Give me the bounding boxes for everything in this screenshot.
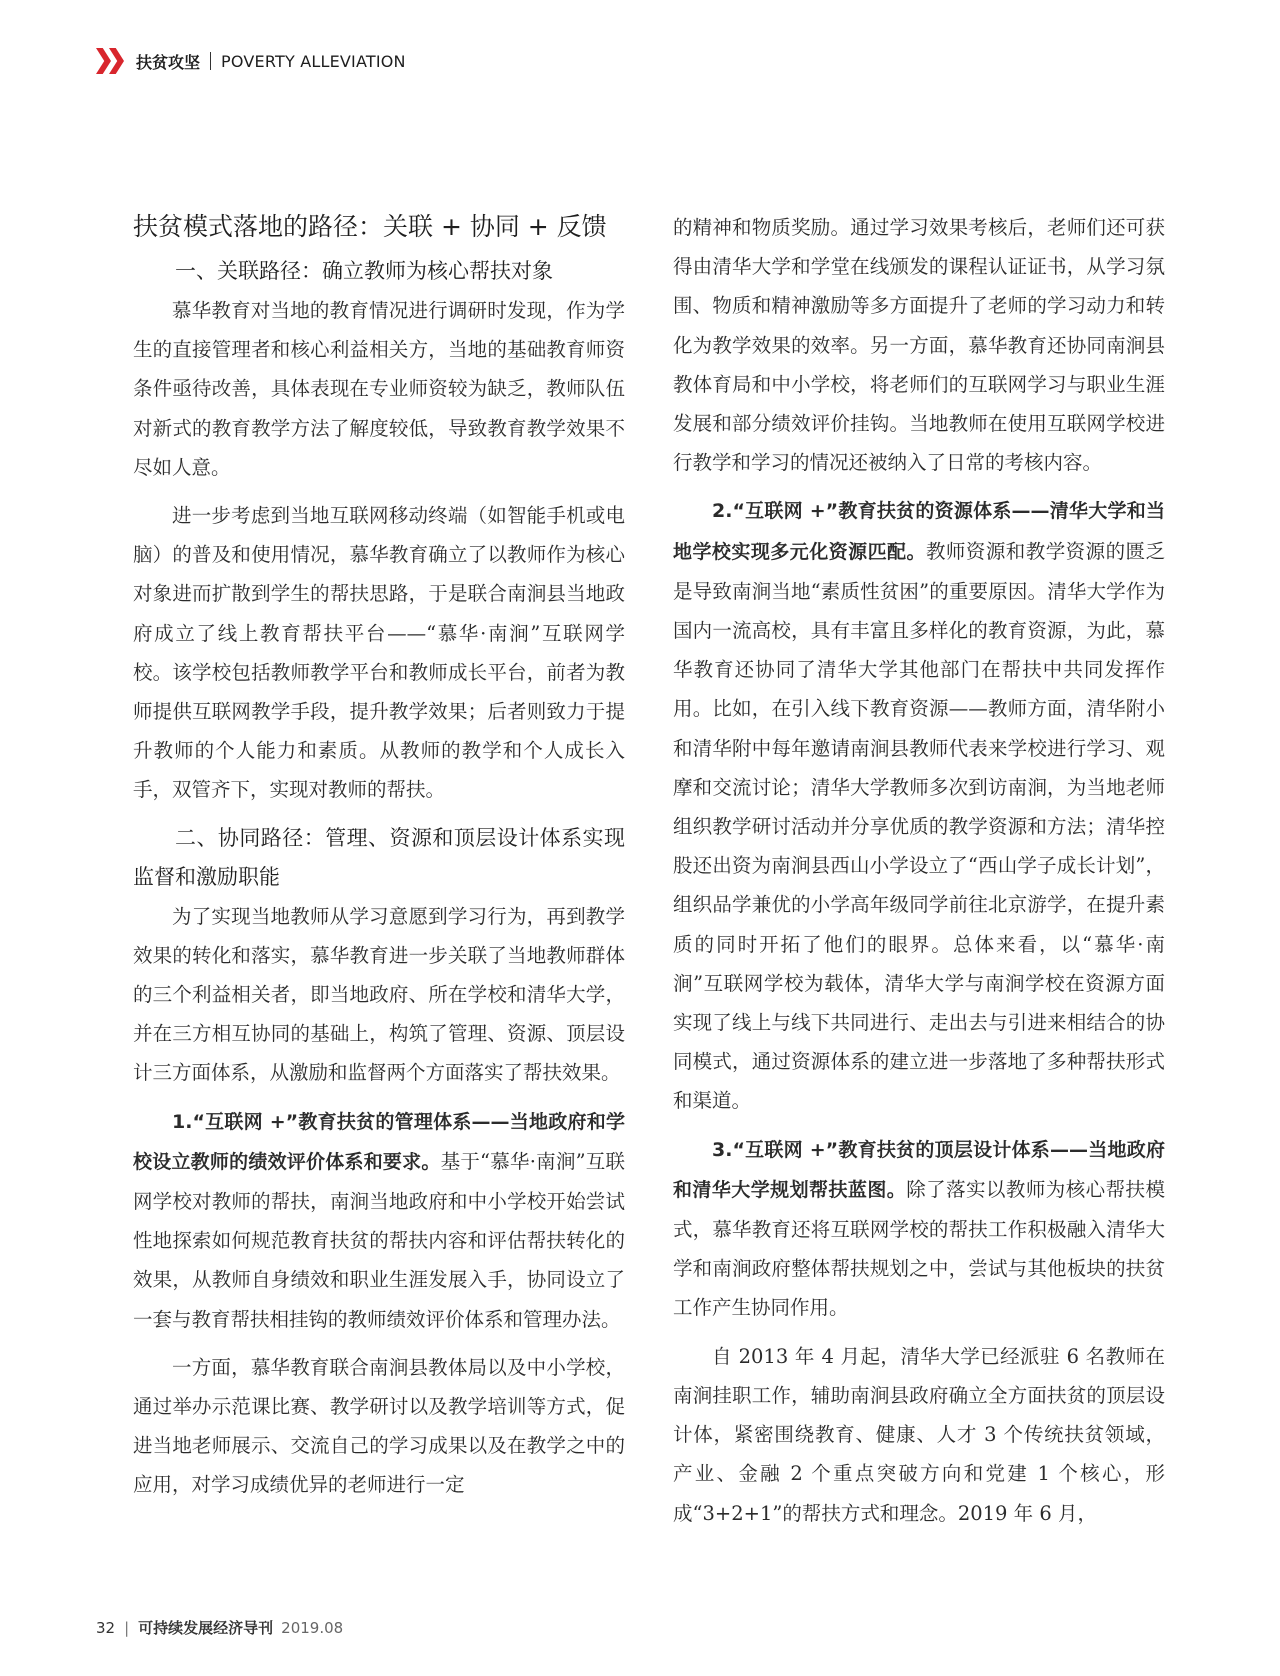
- issue-date: 2019.08: [281, 1618, 344, 1637]
- paragraph-continued: 的精神和物质奖励。通过学习效果考核后，老师们还可获得由清华大学和学堂在线颁发的课程认证证书，从学习氛围、物质和精神激励等多方面提升了老师的学习动力和转化为教学效果的效率。另一方面，慕华教育还协同南涧县教体育局和中小学校，将老师们的互联网学习与职业生涯发展和部分绩效评价挂钩。当地教师在使用互联网学校进行教学和学习的情况还被纳入了日常的考核内容。: [673, 216, 1165, 475]
- page-footer: [96, 1617, 343, 1638]
- article-section-title: 扶贫模式落地的路径：关联 + 协同 + 反馈: [133, 212, 607, 241]
- section-header: [96, 44, 406, 78]
- section-name-en: POVERTY ALLEVIATION: [221, 51, 406, 71]
- paragraph: 为了实现当地教师从学习意愿到学习行为，再到教学效果的转化和落实，慕华教育进一步关联了当地教师群体的三个利益相关者，即当地政府、所在学校和清华大学，并在三方相互协同的基础上，构筑了管理、资源、顶层设计三方面体系，从激励和监督两个方面落实了帮扶效果。: [133, 904, 625, 1085]
- double-chevron-right-icon: [96, 48, 122, 74]
- header-divider: [210, 52, 211, 70]
- paragraph-management-system: 1.“互联网 +”教育扶贫的管理体系——当地政府和学校设立教师的绩效评价体系和要求。基于“慕华·南涧”互联网学校对教师的帮扶，南涧当地政府和中小学校开始尝试性地探索如何规范教育扶贫的帮扶内容和评估帮扶转化的效果，从教师自身绩效和职业生涯发展入手，协同设立了一套与教育帮扶相挂钩的教师绩效评价体系和管理办法。: [133, 1110, 625, 1331]
- column-left: [133, 204, 625, 1505]
- paragraph: 一方面，慕华教育联合南涧县教体局以及中小学校，通过举办示范课比赛、教学研讨以及教学培训等方式，促进当地老师展示、交流自己的学习成果以及在教学之中的应用，对学习成绩优异的老师进行一定: [133, 1355, 625, 1497]
- subheading-resource-system: 2.“互联网 +”教育扶贫的资源体系——清华大学和当地学校实现多元化资源匹配。: [673, 500, 1165, 563]
- heading-collaboration-path: 二、协同路径：管理、资源和顶层设计体系实现监督和激励职能: [133, 825, 625, 889]
- subheading-top-level-design: 3.“互联网 +”教育扶贫的顶层设计体系——当地政府和清华大学规划帮扶蓝图。: [673, 1138, 1165, 1201]
- subheading-management-system: 1.“互联网 +”教育扶贫的管理体系——当地政府和学校设立教师的绩效评价体系和要求。: [133, 1110, 625, 1173]
- paragraph: 自 2013 年 4 月起，清华大学已经派驻 6 名教师在南涧挂职工作，辅助南涧县政府确立全方面扶贫的顶层设计体，紧密围绕教育、健康、人才 3 个传统扶贫领域，产业、金融 2 个重点突破方向和党建 1 个核心，形成“3+2+1”的帮扶方式和理念。2019 年 6 月，: [673, 1344, 1165, 1525]
- footer-divider: |: [124, 1618, 130, 1637]
- paragraph-top-level-design: 3.“互联网 +”教育扶贫的顶层设计体系——当地政府和清华大学规划帮扶蓝图。除了落实以教师为核心帮扶模式，慕华教育还将互联网学校的帮扶工作积极融入清华大学和南涧政府整体帮扶规划之中，尝试与其他板块的扶贫工作产生协同作用。: [673, 1138, 1165, 1320]
- section-name-cn: 扶贫攻坚: [136, 52, 201, 72]
- page-number: 32: [96, 1618, 116, 1637]
- heading-association-path: 一、关联路径：确立教师为核心帮扶对象: [175, 259, 553, 283]
- journal-name: 可持续发展经济导刊: [138, 1619, 274, 1637]
- column-right: [673, 208, 1165, 1533]
- paragraph: 进一步考虑到当地互联网移动终端（如智能手机或电脑）的普及和使用情况，慕华教育确立了以教师作为核心对象进而扩散到学生的帮扶思路，于是联合南涧县当地政府成立了线上教育帮扶平台——“慕华·南涧”互联网学校。该学校包括教师教学平台和教师成长平台，前者为教师提供互联网教学手段，提升教学效果；后者则致力于提升教师的个人能力和素质。从教师的教学和个人成长入手，双管齐下，实现对教师的帮扶。: [133, 504, 625, 802]
- paragraph: 慕华教育对当地的教育情况进行调研时发现，作为学生的直接管理者和核心利益相关方，当地的基础教育师资条件亟待改善，具体表现在专业师资较为缺乏，教师队伍对新式的教育教学方法了解度较低，导致教育教学效果不尽如人意。: [133, 299, 625, 479]
- paragraph-resource-system: 2.“互联网 +”教育扶贫的资源体系——清华大学和当地学校实现多元化资源匹配。教师资源和教学资源的匮乏是导致南涧当地“素质性贫困”的重要原因。清华大学作为国内一流高校，具有丰富且多样化的教育资源，为此，慕华教育还协同了清华大学其他部门在帮扶中共同发挥作用。比如，在引入线下教育资源——教师方面，清华附小和清华附中每年邀请南涧县教师代表来学校进行学习、观摩和交流讨论；清华大学教师多次到访南涧，为当地老师组织教学研讨活动并分享优质的教学资源和方法；清华控股还出资为南涧县西山小学设立了“西山学子成长计划”，组织品学兼优的小学高年级同学前往北京游学，在提升素质的同时开拓了他们的眼界。总体来看，以“慕华·南涧”互联网学校为载体，清华大学与南涧学校在资源方面实现了线上与线下共同进行、走出去与引进来相结合的协同模式，通过资源体系的建立进一步落地了多种帮扶形式和渠道。: [673, 500, 1165, 1113]
